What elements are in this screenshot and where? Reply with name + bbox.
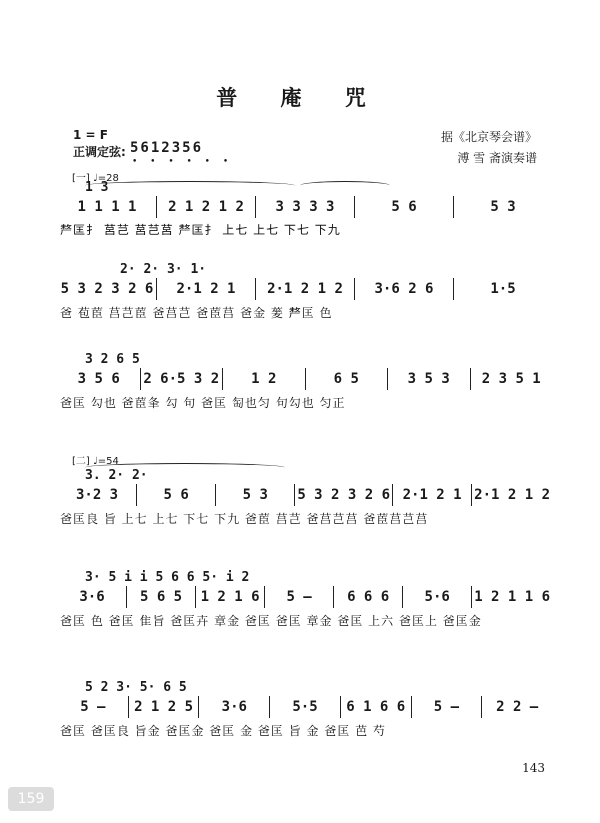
jianzi-tablature: 爸匡良 旨 上七 上七 下七 下九 爸茞 莒芑 爸莒芑莒 爸茞莒芑莒 bbox=[60, 512, 429, 526]
measure: 3·6 bbox=[79, 589, 105, 605]
bar-line bbox=[195, 586, 196, 608]
bar-line bbox=[269, 696, 270, 718]
bar-line bbox=[198, 696, 199, 718]
bar-line bbox=[411, 696, 412, 718]
measure: 5 6 bbox=[163, 487, 189, 503]
measure: 5 6 5 bbox=[139, 589, 183, 605]
bar-line bbox=[140, 368, 141, 390]
measure: 5 3 bbox=[490, 199, 516, 215]
page-title: 普 庵 咒 bbox=[216, 85, 384, 110]
staff-row-3 bbox=[60, 352, 550, 442]
staff-row-1 bbox=[60, 180, 550, 270]
measure: 5 3 bbox=[242, 487, 268, 503]
bar-line bbox=[156, 278, 157, 300]
measure: 2·1 2 1 2 bbox=[267, 281, 343, 297]
bar-line bbox=[471, 586, 472, 608]
measure: 3 3 3 3 bbox=[275, 199, 335, 215]
measure: 5 — bbox=[433, 699, 460, 715]
upper-notes: 2· 2· 3· 1· bbox=[120, 262, 207, 277]
measure: 3 5 3 bbox=[407, 371, 450, 387]
bar-line bbox=[255, 196, 256, 218]
upper-notes: 5 2 3· 5· 6 5 bbox=[85, 680, 187, 695]
page-badge: 159 bbox=[8, 787, 54, 811]
bar-line bbox=[126, 586, 127, 608]
bar-line bbox=[354, 196, 355, 218]
bar-line bbox=[222, 368, 223, 390]
measure: 2·1 2 1 bbox=[176, 281, 236, 297]
measure: 3·6 2 6 bbox=[374, 281, 434, 297]
bar-line bbox=[392, 484, 393, 506]
measure: 6 1 6 6 bbox=[346, 699, 406, 715]
bar-line bbox=[305, 368, 306, 390]
measure: 2 1 2 1 2 bbox=[168, 199, 244, 215]
measure: 1·5 bbox=[490, 281, 516, 297]
measure: 1 1 1 1 bbox=[77, 199, 137, 215]
note-line bbox=[60, 194, 550, 220]
bar-line bbox=[294, 484, 295, 506]
bar-line bbox=[340, 696, 341, 718]
jianzi-tablature: 爸匡 爸匡良 旨金 爸匡金 爸匡 金 爸匡 旨 金 爸匡 芭 芍 bbox=[60, 724, 386, 738]
note-line bbox=[60, 482, 550, 508]
measure: 2 3 5 1 bbox=[481, 371, 541, 387]
bar-line bbox=[402, 586, 403, 608]
staff-row-2 bbox=[60, 262, 550, 352]
jianzi-tablature: 爸匡 色 爸匡 隹旨 爸匡卉 章金 爸匡 爸匡 章金 爸匡 上六 爸匡上 爸匡金 bbox=[60, 614, 482, 628]
section-label-2: [二] ♩=54 bbox=[72, 456, 119, 467]
measure: 5 6 bbox=[391, 199, 417, 215]
upper-notes: 3 2 6 5 bbox=[85, 352, 140, 367]
measure: 2 2 — bbox=[496, 699, 539, 715]
bar-line bbox=[156, 196, 157, 218]
measure: 6 5 bbox=[333, 371, 359, 387]
bar-line bbox=[387, 368, 388, 390]
upper-notes: 3. 2· 2· bbox=[85, 468, 148, 483]
source-note: 据《北京琴会谱》 bbox=[440, 130, 537, 144]
arranger-note: 溥 雪 斋演奏谱 bbox=[457, 151, 537, 165]
measure: 3·6 bbox=[221, 699, 247, 715]
bar-line bbox=[136, 484, 137, 506]
upper-notes: 1 3 bbox=[85, 180, 109, 195]
measure: 5·6 bbox=[424, 589, 450, 605]
measure: 2 6·5 3 2 bbox=[143, 371, 220, 387]
bar-line bbox=[264, 586, 265, 608]
staff-row-5 bbox=[60, 570, 550, 660]
measure: 5 — bbox=[80, 699, 106, 715]
measure: 6 6 6 bbox=[347, 589, 390, 605]
tuning-notes: 5612356 bbox=[130, 140, 204, 156]
measure: 1 2 1 6 bbox=[200, 589, 260, 605]
measure: 5 3 2 3 2 6 bbox=[60, 281, 154, 297]
measure: 5 — bbox=[286, 589, 312, 605]
measure: 5·5 bbox=[292, 699, 318, 715]
section-label-1: [一] ♩=28 bbox=[72, 173, 119, 184]
jianzi-tablature: 爸 苞茞 莒芑茞 爸莒芑 爸茞莒 爸金 蓌 𠩺匡 色 bbox=[60, 306, 333, 320]
note-line bbox=[60, 366, 550, 392]
note-line bbox=[60, 584, 550, 610]
measure: 3·2 3 bbox=[75, 487, 119, 503]
bar-line bbox=[471, 484, 472, 506]
bar-line bbox=[354, 278, 355, 300]
measure: 2·1 2 1 bbox=[402, 487, 462, 503]
measure: 5 3 2 3 2 6 bbox=[297, 487, 391, 503]
note-line bbox=[60, 694, 550, 720]
bar-line bbox=[215, 484, 216, 506]
upper-notes: 3· 5 i i 5 6 6 5· i 2 bbox=[85, 570, 250, 585]
measure: 2·1 2 1 2 bbox=[474, 487, 551, 503]
bar-line bbox=[453, 196, 454, 218]
bar-line bbox=[128, 696, 129, 718]
page-number: 143 bbox=[522, 761, 545, 775]
bar-line bbox=[453, 278, 454, 300]
measure: 1 2 bbox=[251, 371, 277, 387]
staff-row-4 bbox=[60, 468, 550, 558]
bar-line bbox=[470, 368, 471, 390]
tuning-dots: • • • • • • bbox=[132, 157, 234, 167]
jianzi-tablature: 爸匡 勾也 爸茞夆 勾 句 爸匡 匋也匀 句勾也 匀正 bbox=[60, 396, 346, 410]
bar-line bbox=[333, 586, 334, 608]
key-signature: 1 = F bbox=[73, 128, 108, 142]
measure: 3 5 6 bbox=[77, 371, 120, 387]
bar-line bbox=[481, 696, 482, 718]
jianzi-tablature: 𠩺匡扌 莒芑 莒芑莒 𠩺匡扌 上七 上七 下七 下九 bbox=[60, 223, 341, 237]
measure: 2 1 2 5 bbox=[134, 699, 194, 715]
bar-line bbox=[255, 278, 256, 300]
measure: 1 2 1 1 6 bbox=[474, 589, 551, 605]
tuning-label: 正调定弦: bbox=[73, 145, 126, 159]
note-line bbox=[60, 276, 550, 302]
staff-row-6 bbox=[60, 680, 550, 770]
